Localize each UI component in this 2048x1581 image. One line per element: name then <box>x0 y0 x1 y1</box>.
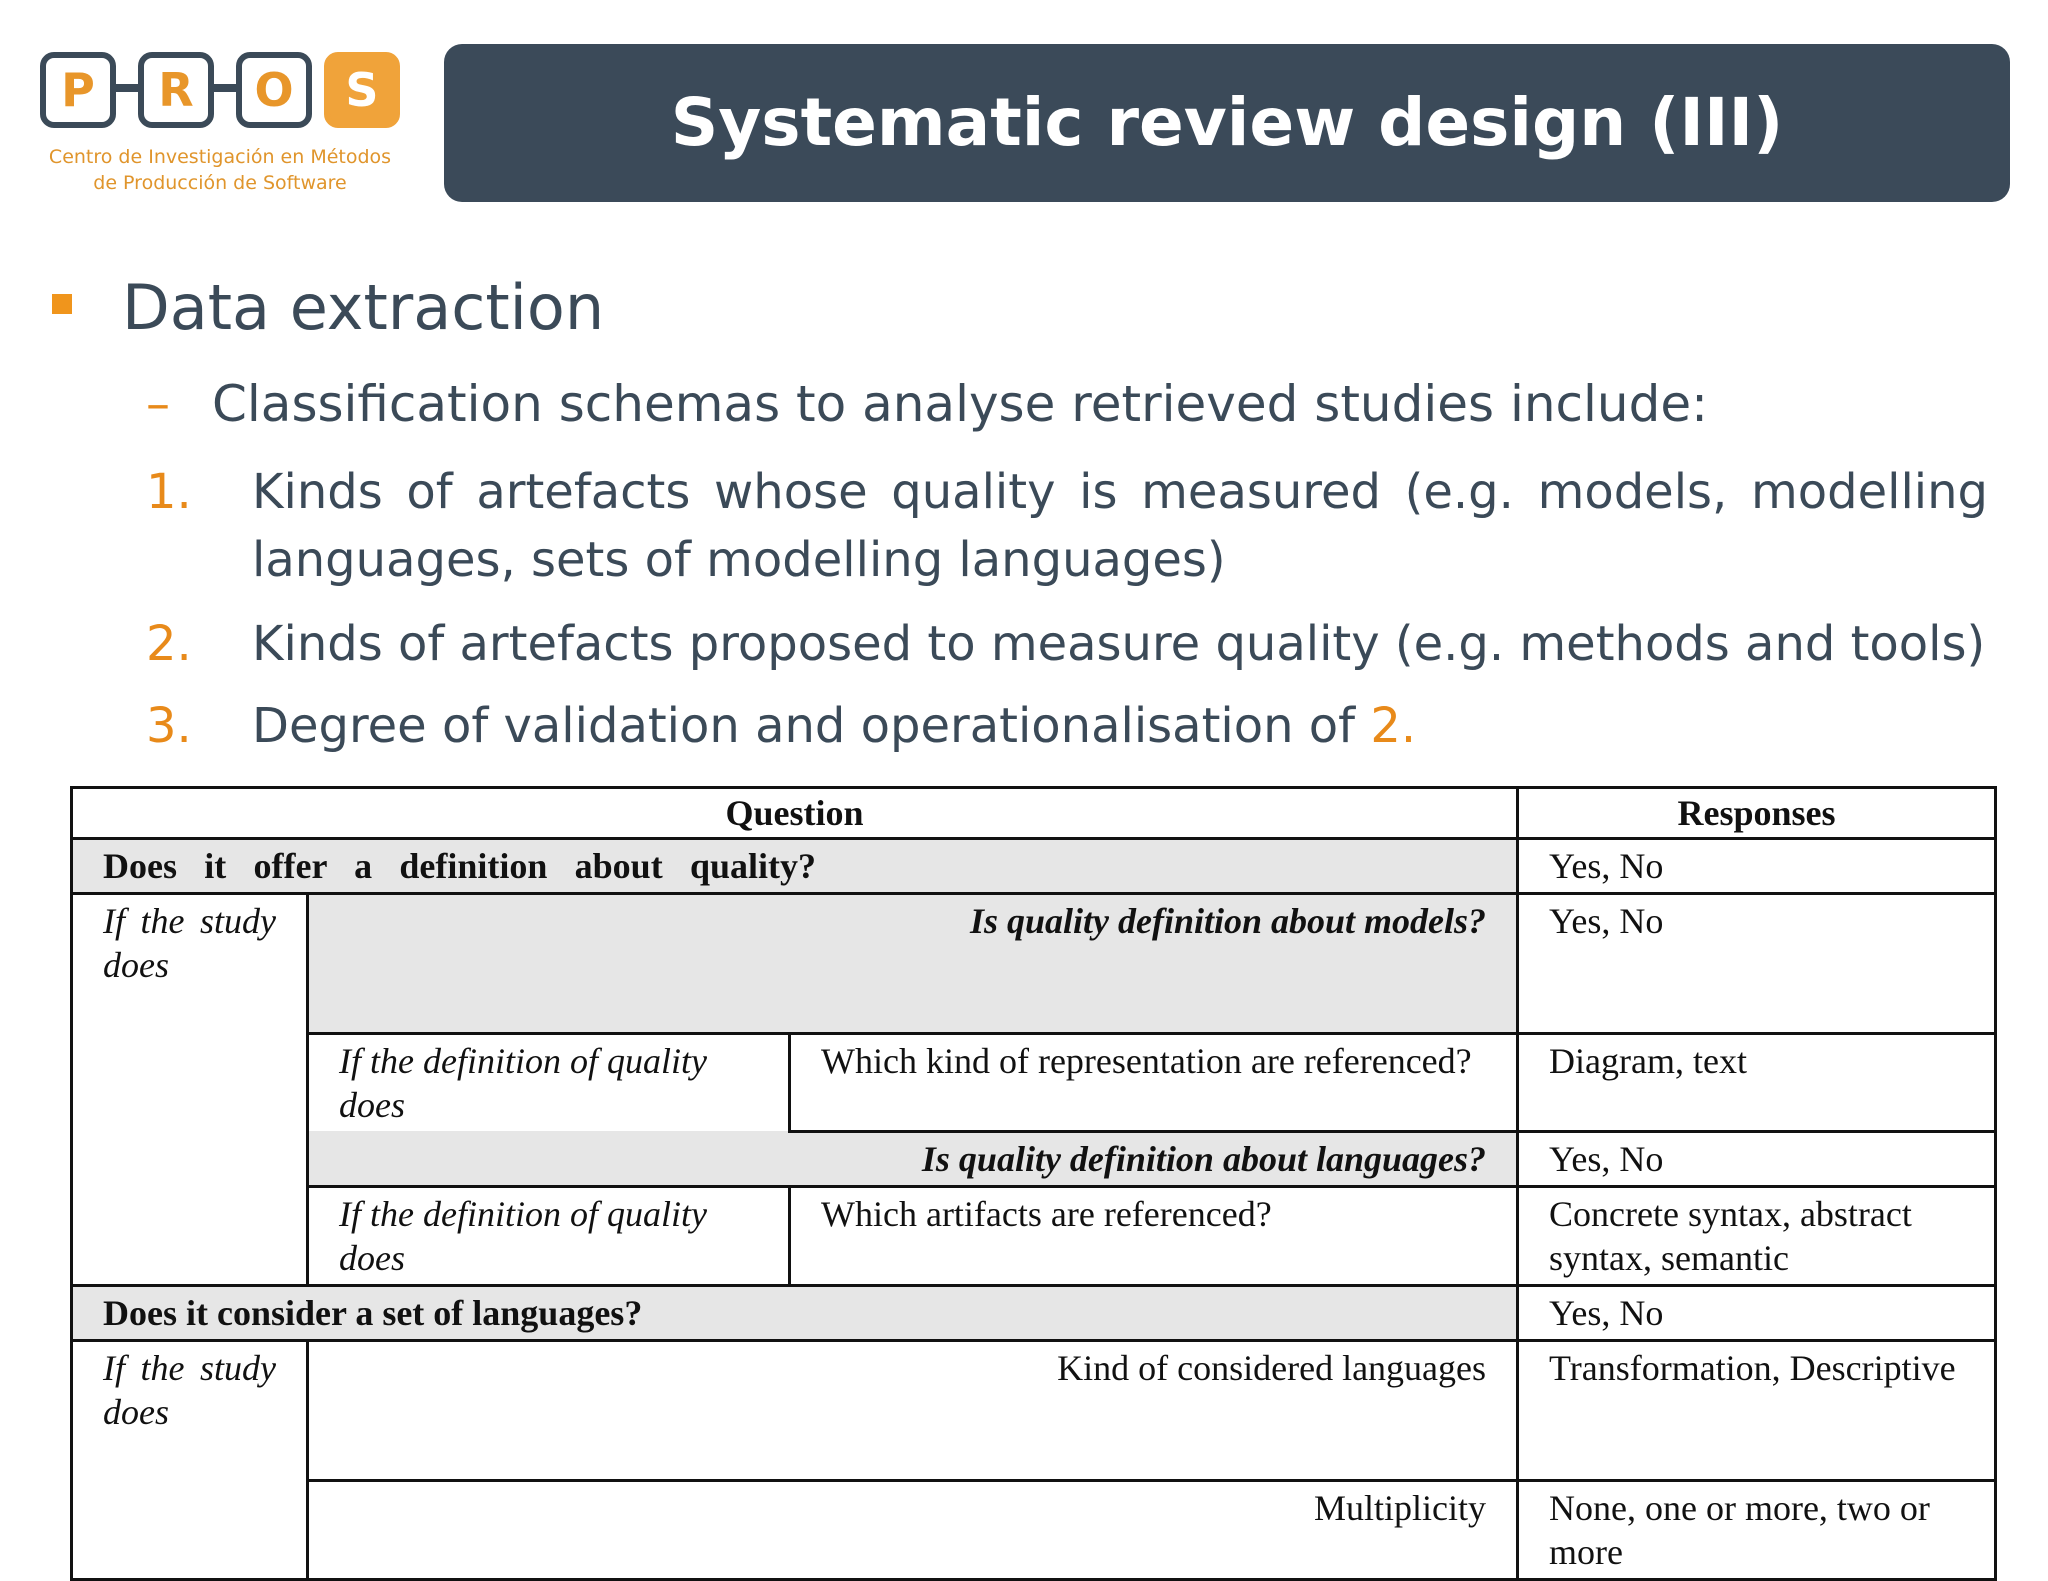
condition-if-definition-does: If the definition of quality does <box>308 1186 790 1285</box>
table-header-row <box>72 788 1996 839</box>
table-row <box>72 1285 1996 1340</box>
response-cell: Yes, No <box>1518 1285 1996 1340</box>
question-set-of-languages: Does it consider a set of languages? <box>72 1285 1518 1340</box>
response-cell: Yes, No <box>1518 1131 1996 1186</box>
header-responses: Responses <box>1518 788 1996 839</box>
logo-subtitle-line1: Centro de Investigación en Métodos <box>48 146 392 168</box>
question-representation: Which kind of representation are referenced? <box>790 1034 1518 1132</box>
condition-if-study-does: If the study does <box>72 1340 308 1579</box>
table-row <box>72 839 1996 894</box>
item-number: 2. <box>146 616 192 672</box>
table-row <box>72 1340 1996 1480</box>
logo-subtitle <box>40 144 400 196</box>
bullet-square-icon <box>52 294 72 314</box>
question-languages: Is quality definition about languages? <box>308 1131 1518 1186</box>
bullet-data-extraction: Data extraction <box>122 271 605 344</box>
list-item-3 <box>252 692 1988 760</box>
table-row <box>72 1034 1996 1132</box>
title-bar <box>444 44 2010 202</box>
response-cell: Transformation, Descriptive <box>1518 1340 1996 1480</box>
question-kind-of-languages: Kind of considered languages <box>308 1340 1518 1480</box>
dash-icon: – <box>146 376 170 432</box>
logo-letter-p: P <box>40 52 116 128</box>
list-item-3-text: Degree of validation and operationalisation of <box>252 698 1371 754</box>
header-question: Question <box>72 788 1518 839</box>
logo-letter-s: S <box>324 52 400 128</box>
response-cell: Yes, No <box>1518 839 1996 894</box>
logo-letter-r: R <box>138 52 214 128</box>
response-cell: Diagram, text <box>1518 1034 1996 1132</box>
item-number: 1. <box>146 464 192 520</box>
logo-letter-o: O <box>236 52 312 128</box>
condition-if-study-does: If the study does <box>72 894 308 1286</box>
list-item-1: Kinds of artefacts whose quality is measured (e.g. models, modelling languages, sets of modelling languages) <box>252 464 1988 588</box>
classification-table <box>70 786 1997 1581</box>
condition-if-definition-does: If the definition of quality does <box>308 1034 790 1132</box>
question-models: Is quality definition about models? <box>308 894 1518 1034</box>
logo-connector <box>214 84 236 92</box>
logo-connector <box>116 84 138 92</box>
question-multiplicity: Multiplicity <box>308 1480 1518 1579</box>
logo-letters <box>40 52 400 134</box>
table-row <box>72 894 1996 1034</box>
response-cell: Concrete syntax, abstract syntax, semantic <box>1518 1186 1996 1285</box>
response-cell: Yes, No <box>1518 894 1996 1034</box>
slide-title: Systematic review design (III) <box>670 84 1784 161</box>
sub-bullet-classification: Classification schemas to analyse retrieved studies include: <box>212 375 1708 433</box>
item-number: 3. <box>146 698 192 754</box>
table-row <box>72 1131 1996 1186</box>
table-row <box>72 1186 1996 1285</box>
question-quality-definition: Does it offer a definition about quality? <box>72 839 1518 894</box>
table-row <box>72 1480 1996 1579</box>
response-cell: None, one or more, two or more <box>1518 1480 1996 1579</box>
list-item-3-ref: 2. <box>1370 698 1417 754</box>
question-artifacts: Which artifacts are referenced? <box>790 1186 1518 1285</box>
pros-logo <box>40 52 400 202</box>
logo-subtitle-line2: de Producción de Software <box>93 172 347 194</box>
list-item-2: Kinds of artefacts proposed to measure quality (e.g. methods and tools) <box>252 616 1986 672</box>
